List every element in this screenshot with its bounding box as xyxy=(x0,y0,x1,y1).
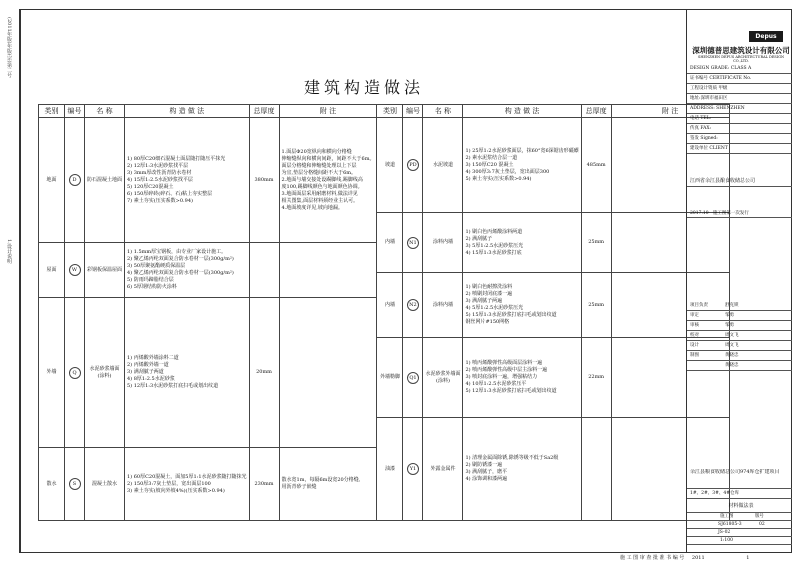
right-method xyxy=(463,418,581,521)
note-line: 伸缩缝纵向和横向间距，间距不大于6m。 xyxy=(281,155,375,162)
header-category: 类别 xyxy=(39,105,65,118)
scale-row xyxy=(687,537,792,545)
method-step: 1) 刷白色耐擦洗涂料 xyxy=(465,284,513,290)
titleblock-line: ADDRESS: SHENZHEN xyxy=(687,104,792,114)
method-step: 1) 刷白色丙烯酸涂料两道 xyxy=(465,228,523,235)
method-step: 4) 5厚1:2.5水泥砂浆压光 xyxy=(465,305,524,311)
note-line: 4.地面坡度详见,坡向地漏。 xyxy=(281,204,343,211)
code-circle: Y1 xyxy=(407,463,419,475)
right-name: 水泥砂浆外墙面(涂料) xyxy=(423,338,463,418)
titleblock-line: 工程设计资质 甲级 xyxy=(687,84,792,94)
sheet-label: 版号 xyxy=(754,514,764,519)
code-circle: N1 xyxy=(407,237,419,249)
left-method xyxy=(125,298,250,448)
method-step: 6) 150厚碎砖(碎石、石)粘上夯实整层 xyxy=(127,190,213,197)
staff-role: 项目负责 xyxy=(690,303,708,308)
staff-row xyxy=(687,361,792,371)
note-line: 散水宽1m，每隔6m设宽20分格缝, xyxy=(281,477,361,483)
method-step: 2) 丙烯酸外墙一道 xyxy=(127,362,169,368)
left-thickness: 380mm xyxy=(249,118,279,243)
right-name: 涂料内墙 xyxy=(423,273,463,338)
method-step: 3) 50厚聚氨酯硬质保温层 xyxy=(127,263,186,269)
left-name: 混凝土散水 xyxy=(85,448,125,521)
note-line: 度100,踢脚线颜色与地面颜色协调。 xyxy=(281,183,363,190)
method-step: 4) 涂饰调和漆两遍 xyxy=(465,476,508,482)
method-step: 4) 8厚1:2.5水泥砂浆 xyxy=(127,376,175,382)
staff-row xyxy=(687,341,792,351)
method-step: 1) 喷丙烯酸弹性高级面层涂料一遍 xyxy=(465,360,543,366)
left-code xyxy=(65,243,85,298)
staff-role: 校对 xyxy=(690,333,699,338)
staff-name: 周文飞 xyxy=(725,343,739,348)
right-method xyxy=(463,118,581,213)
titleblock-line: 地址:深圳市福田区 xyxy=(687,94,792,104)
staff-role: 设计 xyxy=(690,343,699,348)
titleblock-line: 传真 FAX: xyxy=(687,124,792,134)
header-category-r: 类别 xyxy=(377,105,403,118)
left-thickness: 20mm xyxy=(249,298,279,448)
header-notes-r: 附 注 xyxy=(611,105,729,118)
construction-table xyxy=(38,104,730,521)
staff-role: 制图 xyxy=(690,353,699,358)
version: 02 xyxy=(759,522,765,527)
side-mid-text: 1.设计说明 xyxy=(6,239,12,264)
staff-row xyxy=(687,301,792,311)
left-method xyxy=(125,118,250,243)
method-step: 3) 素土夯实(坡向外坡4%)(压实系数>0.94) xyxy=(127,487,225,494)
note-line: 1.面层Φ20宽纵向和横向分格缝 xyxy=(281,148,352,155)
method-step: 2) 12厚1:3水泥砂浆找平层 xyxy=(127,162,189,169)
staff-name: 黄晓忠 xyxy=(725,363,739,368)
method-step: 5) 12厚1:3水泥砂浆打底扫毛或划出纹道 xyxy=(127,383,219,389)
staff-name: 邹勇 xyxy=(725,323,734,328)
right-name: 涂料内墙 xyxy=(423,213,463,273)
staff-name: 周文飞 xyxy=(725,333,739,338)
right-thickness xyxy=(581,418,611,521)
right-name: 外露金属件 xyxy=(423,418,463,521)
header-name-r: 名 称 xyxy=(423,105,463,118)
revision-date: 2017.10 xyxy=(690,211,709,216)
method-step: 3) 3mm厚改性沥青防水卷材 xyxy=(127,169,192,176)
staff-role: 审核 xyxy=(690,323,699,328)
method-step: 3) 5厚1:2.5水泥砂浆压光 xyxy=(465,242,524,249)
method-step: 1) 清理金属面除锈,除锈等级不低于Sa2级 xyxy=(465,455,559,461)
method-step: 3) 喷封底涂料一遍，增强粘结力 xyxy=(465,374,538,380)
staff-row xyxy=(687,321,792,331)
method-step: 5) 素土夯实(压实系数>0.94) xyxy=(465,175,532,182)
code-circle: N2 xyxy=(407,299,419,311)
approval-year: 2011 xyxy=(691,555,705,561)
binding-strip xyxy=(0,9,20,553)
right-name: 水泥坡道 xyxy=(423,118,463,213)
left-thickness: 230mm xyxy=(249,448,279,521)
header-method: 构 造 做 法 xyxy=(125,105,250,118)
staff-role: 审定 xyxy=(690,313,699,318)
code-circle: S xyxy=(69,478,81,490)
note-line: 3.地面面层采用耐磨材料,做法详见 xyxy=(281,190,358,197)
left-notes xyxy=(279,448,377,521)
method-step: 1) 丙烯酸外墙涂料二道 xyxy=(127,355,179,361)
header-thickness: 总厚度 xyxy=(249,105,279,118)
right-category: 内墙 xyxy=(377,213,403,273)
title-block xyxy=(686,9,792,553)
revision-row xyxy=(687,210,792,218)
method-step: 4) 300厚3:7灰土垫层，宽出面层300 xyxy=(465,168,550,175)
staff-name: 邹勇 xyxy=(725,313,734,318)
code-circle: PD xyxy=(407,159,419,171)
code-circle: D xyxy=(69,174,81,186)
titleblock-line: 证书编号 CERTIFICATE No. xyxy=(687,74,792,84)
titleblock-line: 签发 Signed: xyxy=(687,134,792,144)
staff-row xyxy=(687,351,792,361)
left-code xyxy=(65,298,85,448)
method-step: 2) 素水泥浆结合层一道 xyxy=(465,154,518,161)
project-no-row xyxy=(687,521,792,529)
left-code xyxy=(65,448,85,521)
method-step: 2) 刷防锈漆一遍 xyxy=(465,462,503,468)
left-code xyxy=(65,118,85,243)
titleblock-line: 电话 TEL: xyxy=(687,114,792,124)
method-step: 5) 12厚1:3水泥砂浆打底扫毛或划出纹道 xyxy=(465,388,557,394)
right-category: 油漆 xyxy=(377,418,403,521)
staff-name: 黄晓忠 xyxy=(725,353,739,358)
right-thickness: 22mm xyxy=(581,338,611,418)
company-name-en: SHENZHEN DEPUS ARCHITECTURAL DESIGN CO.,LTD. xyxy=(697,55,785,63)
right-code xyxy=(403,273,423,338)
project-no: SJ61805-3 xyxy=(718,522,742,527)
right-method xyxy=(463,338,581,418)
drawing-no-row xyxy=(687,529,792,537)
header-thickness-r: 总厚度 xyxy=(581,105,611,118)
left-thickness xyxy=(249,243,279,298)
note-line: 2.地面与墙交接处设踢脚线,踢脚线高 xyxy=(281,176,363,183)
right-code xyxy=(403,338,423,418)
right-thickness: 485mm xyxy=(581,118,611,213)
method-step: 3) 满刮腻子两遍 xyxy=(465,298,503,304)
header-code: 编号 xyxy=(65,105,85,118)
code-circle: Q1 xyxy=(407,372,419,384)
code-circle: W xyxy=(69,264,81,276)
side-top-text: (2011年版)年版(宗)第二号 xyxy=(6,17,12,78)
method-step: 6) 5厚钢结构防火涂料 xyxy=(127,284,177,290)
method-step: 1) 1.5mm厚宝钢板，由专业厂家设计施工。 xyxy=(127,249,227,255)
drawing-no: JS-02 xyxy=(718,530,731,535)
note-line: 用沥青砂子嵌缝 xyxy=(281,484,317,490)
method-step: 1) 25厚1:2水泥砂浆面层，抹60°宽6深锯齿形礓礤 xyxy=(465,147,579,154)
left-category: 散水 xyxy=(39,448,65,521)
right-code xyxy=(403,213,423,273)
method-step: 4) 聚乙烯丙纶双面复合防水卷材一层(300g/m²) xyxy=(127,270,234,276)
titleblock-line: 建设单位 CLIENT xyxy=(687,144,792,154)
revision-desc: 施工图第一次发行 xyxy=(712,211,749,216)
method-step: 7) 素土夯实(压实系数>0.94) xyxy=(127,197,193,204)
method-step: 3) 满刮腻子，磨平 xyxy=(465,469,508,475)
header-code-r: 编号 xyxy=(403,105,423,118)
method-step: 1) 80厚C20细石混凝土面层随打随压平抹光 xyxy=(127,155,226,162)
staff-row xyxy=(687,331,792,341)
phase: 施工图 xyxy=(720,514,734,519)
left-notes xyxy=(279,118,377,243)
right-code xyxy=(403,418,423,521)
left-category: 外墙 xyxy=(39,298,65,448)
left-name: 彩钢板保温屋面 xyxy=(85,243,125,298)
approval-bar xyxy=(560,553,792,563)
table-row xyxy=(39,118,730,148)
method-step: 5) 120厚C20混凝土 xyxy=(127,183,174,190)
left-name: 水泥砂浆墙面(涂料) xyxy=(85,298,125,448)
client-name: 江西省余江县酿食收储总公司 xyxy=(687,175,792,187)
left-method xyxy=(125,243,250,298)
note-line: 为宜,垫层分格缝间距不大于6m。 xyxy=(281,169,357,176)
method-step: 钢丝网片#150网格 xyxy=(465,319,510,325)
titleblock-line: DESIGN GRADE: CLASS A xyxy=(687,64,792,74)
right-category: 内墙 xyxy=(377,273,403,338)
right-thickness: 25mm xyxy=(581,273,611,338)
header-method-r: 构 造 做 法 xyxy=(463,105,581,118)
right-code xyxy=(403,118,423,213)
left-notes xyxy=(279,243,377,298)
left-category: 屋面 xyxy=(39,243,65,298)
method-step: 2) 聚乙烯丙纶双面复合防水卷材一层(300g/m²) xyxy=(127,256,234,262)
page-title: 建筑构造做法 xyxy=(303,78,424,97)
drawing-name: 材料做法表 xyxy=(687,499,792,513)
left-category: 地面 xyxy=(39,118,65,243)
method-step: 3) 满刮腻子两道 xyxy=(127,369,164,375)
left-name: 防石混凝土地面 xyxy=(85,118,125,243)
header-name: 名 称 xyxy=(85,105,125,118)
method-step: 4) 10厚1:2.5水泥砂浆压平 xyxy=(465,381,527,387)
method-step: 5) 15厚1:3水泥砂浆打底扫毛或划出纹道 xyxy=(465,312,557,318)
method-step: 2) 喷丙烯酸弹性高级中层主涂料一遍 xyxy=(465,367,548,373)
method-step: 4) 15厚1:3水泥砂浆打底 xyxy=(465,249,522,256)
method-step: 2) 150厚3:7灰土垫层，宽出面层100 xyxy=(127,480,211,487)
right-category: 坡道 xyxy=(377,118,403,213)
left-method xyxy=(125,448,250,521)
company-name: 深圳德普思建筑设计有限公司 xyxy=(692,46,790,55)
code-circle: Q xyxy=(69,367,81,379)
company-logo: Depus xyxy=(749,31,783,42)
note-line: 面层分格缝和伸缩缝处理以上下层 xyxy=(281,162,357,169)
staff-row xyxy=(687,311,792,321)
right-category: 外墙勒脚 xyxy=(377,338,403,418)
right-method xyxy=(463,273,581,338)
method-step: 4) 15厚1:2.5水泥砂浆找平层 xyxy=(127,176,193,183)
phase-row xyxy=(687,513,792,521)
scale: 1:100 xyxy=(720,538,733,543)
right-method xyxy=(463,213,581,273)
project-name: 余江县粮食收储总公司974库仓扩建项目 xyxy=(687,469,792,489)
staff-name: 舒克锁 xyxy=(725,303,739,308)
left-notes xyxy=(279,298,377,448)
note-line: 相关图集,面层材料须经业主认可。 xyxy=(281,197,359,204)
subproject-name: 1#、2#、3#、4#仓库 xyxy=(687,489,792,499)
method-step: 3) 150厚C20 混凝土 xyxy=(465,161,514,168)
method-step: 2) 喷刷封闭底漆一遍 xyxy=(465,291,513,297)
method-step: 2) 满刮腻子 xyxy=(465,235,493,242)
approval-text: 施 工 图 审 查 批 准 书 编 号 xyxy=(620,555,685,561)
method-step: 5) 防雨玛蹄脂结合层 xyxy=(127,277,174,283)
table-header-row xyxy=(39,105,730,118)
header-notes: 附 注 xyxy=(279,105,377,118)
page-number: 1 xyxy=(746,555,750,561)
right-thickness: 25mm xyxy=(581,213,611,273)
method-step: 1) 60厚C20混凝土，面加5厚1:1水泥砂浆随打随抹光 xyxy=(127,473,247,480)
